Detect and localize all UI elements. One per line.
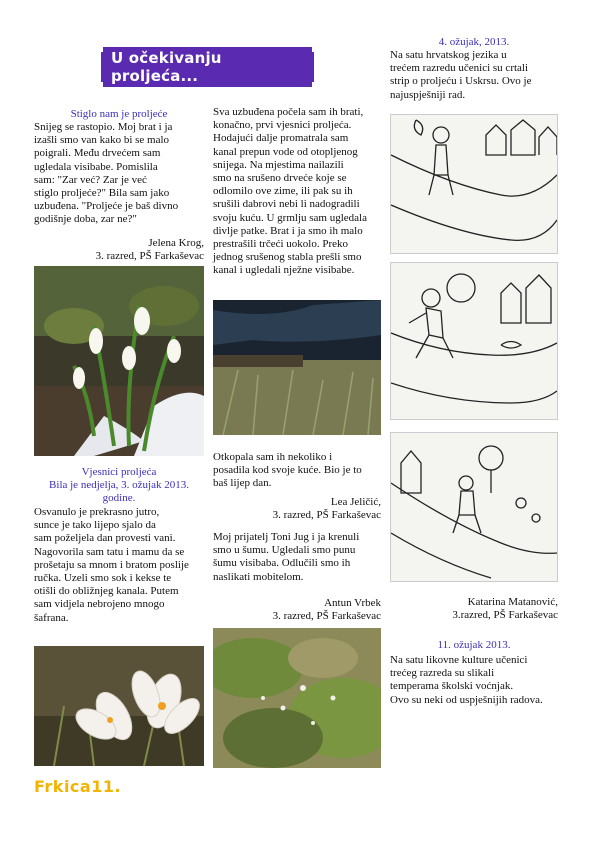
author-3: Antun Vrbek: [324, 597, 381, 609]
article-text-5: Moj prijatelj Toni Jug i ja krenuli smo u šumu. Ugledali smo punu šumu visibaba. Odlučili smo ih naslikati mobitelom.: [213, 531, 360, 583]
title-banner: [101, 49, 314, 85]
article-text-1: Snijeg se rastopio. Moj brat i ja izašli smo van kako bi se malo poigrali. Među drvećem sam ugledala visibabe. Pomislila sam: "Zar već? Zar je već stiglo proljeće?" Bila sam jako uzbuđena. "Proljeće je baš divno godišnje doba, zar ne?": [34, 121, 179, 226]
comic-drawing-1: [390, 114, 558, 254]
school-4: 3.razred, PŠ Farkaševac: [452, 609, 558, 621]
author-4: Katarina Matanović,: [467, 596, 558, 608]
school-3: 3. razred, PŠ Farkaševac: [272, 610, 381, 622]
school-2: 3. razred, PŠ Farkaševac: [272, 509, 381, 521]
forest-photo: [213, 628, 381, 768]
article-text-6: Na satu hrvatskog jezika u trećem razredu učenici su crtali strip o proljeću i Uskrsu. Ovo je najuspješniji rad.: [390, 49, 532, 101]
author-2: Lea Jeličić,: [330, 496, 381, 508]
crocus-photo: [34, 646, 204, 766]
date-2: 11. ožujak 2013.: [437, 639, 511, 651]
article-text-3: Sva uzbuđena počela sam ih brati, konačno, prvi vjesnici proljeća. Hodajući dalje promatrala sam kanal prepun vode od otopljenog snijega. Na mjestima nailazili smo na srušeno drveće koje se odlomilo ove zime, ili pak su ih srušili dabrovi nebi li nadogradili svoju kuću. U grmlju sam ugledala divlje patke. Brat i ja smo ih malo prestrašili trčeći uokolo. Preko jednog srušenog stabla prešli smo kanal i ugledali nježne visibabe.: [213, 106, 367, 277]
heading-date-cont: godine.: [102, 492, 136, 504]
page-title: U očekivanju proljeća...: [103, 47, 312, 87]
school-1: 3. razred, PŠ Farkaševac: [95, 250, 204, 262]
heading-date: Bila je nedjelja, 3. ožujak 2013.: [49, 479, 189, 491]
heading-vjesnici: Vjesnici proljeća: [81, 466, 157, 478]
article-text-7: Na satu likovne kulture učenici trećeg razreda su slikali temperama školski voćnjak. Ovo su neki od uspješnijih radova.: [390, 654, 543, 706]
canal-photo: [213, 300, 381, 435]
article-text-2: Osvanulo je prekrasno jutro, sunce je tako lijepo sjalo da sam poželjela dan provesti vani. Nagovorila sam tatu i mamu da se prošetaju sa mnom i bratom poslije ručka. Uzeli smo sok i kekse te otišli do obližnjeg kanala. Putem sam vidjela nebrojeno mnogo šafrana.: [34, 506, 189, 624]
author-1: Jelena Krog,: [148, 237, 204, 249]
snowdrop-photo-1: [34, 266, 204, 456]
comic-drawing-3: [390, 432, 558, 582]
date-1: 4. ožujak, 2013.: [438, 36, 510, 48]
school-logo: Frkica11.: [34, 777, 122, 796]
heading-stiglo: Stiglo nam je proljeće: [70, 108, 168, 120]
article-text-4: Otkopala sam ih nekoliko i posadila kod svoje kuće. Bio je to baš lijep dan.: [213, 451, 362, 490]
comic-drawing-2: [390, 262, 558, 420]
